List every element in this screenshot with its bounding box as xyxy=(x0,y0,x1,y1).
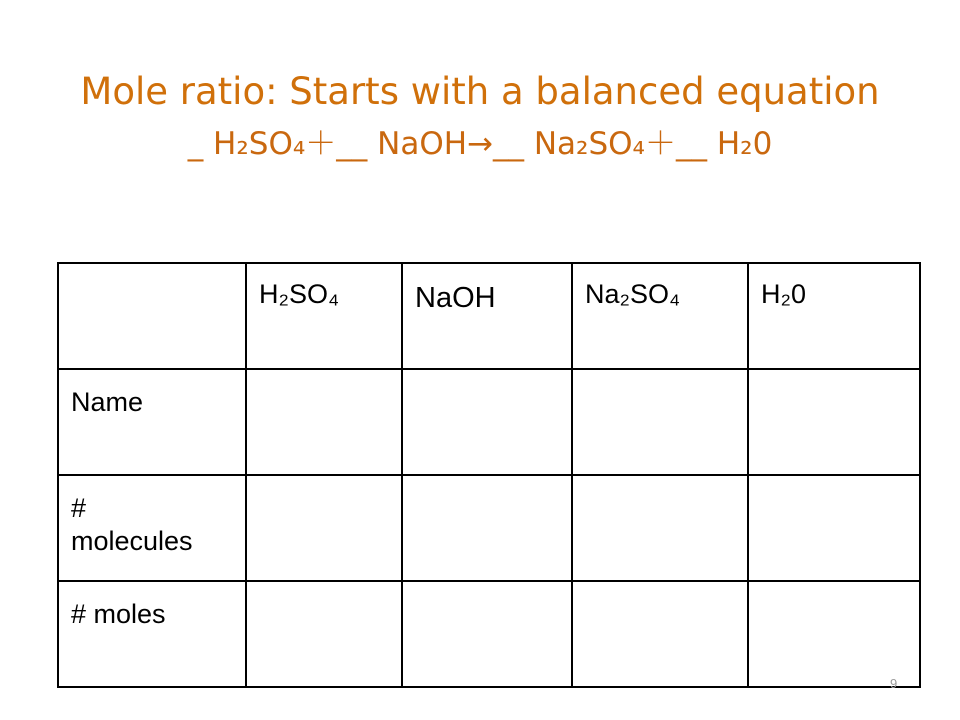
table-cell[interactable] xyxy=(246,369,402,475)
row-label-molecules: # molecules xyxy=(58,475,246,581)
table-cell[interactable] xyxy=(748,475,920,581)
table-cell[interactable] xyxy=(572,475,748,581)
table-cell[interactable] xyxy=(572,369,748,475)
header-naoh: NaOH xyxy=(402,263,572,369)
header-h2so4: H₂SO₄ xyxy=(246,263,402,369)
table-row xyxy=(58,369,920,475)
table-cell[interactable] xyxy=(402,369,572,475)
table-cell[interactable] xyxy=(402,475,572,581)
table-cell[interactable] xyxy=(402,581,572,687)
table-corner-cell xyxy=(58,263,246,369)
mole-ratio-table xyxy=(57,262,921,688)
page-number: 9 xyxy=(890,676,898,691)
table-cell[interactable] xyxy=(246,475,402,581)
table-cell[interactable] xyxy=(748,369,920,475)
header-h2o: H₂0 xyxy=(748,263,920,369)
table-row xyxy=(58,475,920,581)
table-row xyxy=(58,581,920,687)
table-header-row xyxy=(58,263,920,369)
table-cell[interactable] xyxy=(246,581,402,687)
table-cell[interactable] xyxy=(572,581,748,687)
slide-title: Mole ratio: Starts with a balanced equation xyxy=(80,70,880,113)
row-label-name: Name xyxy=(58,369,246,475)
header-na2so4: Na₂SO₄ xyxy=(572,263,748,369)
chemical-equation: _ H₂SO₄＋__ NaOH→__ Na₂SO₄＋__ H₂0 xyxy=(187,126,773,162)
row-label-moles: # moles xyxy=(58,581,246,687)
table-cell[interactable] xyxy=(748,581,920,687)
